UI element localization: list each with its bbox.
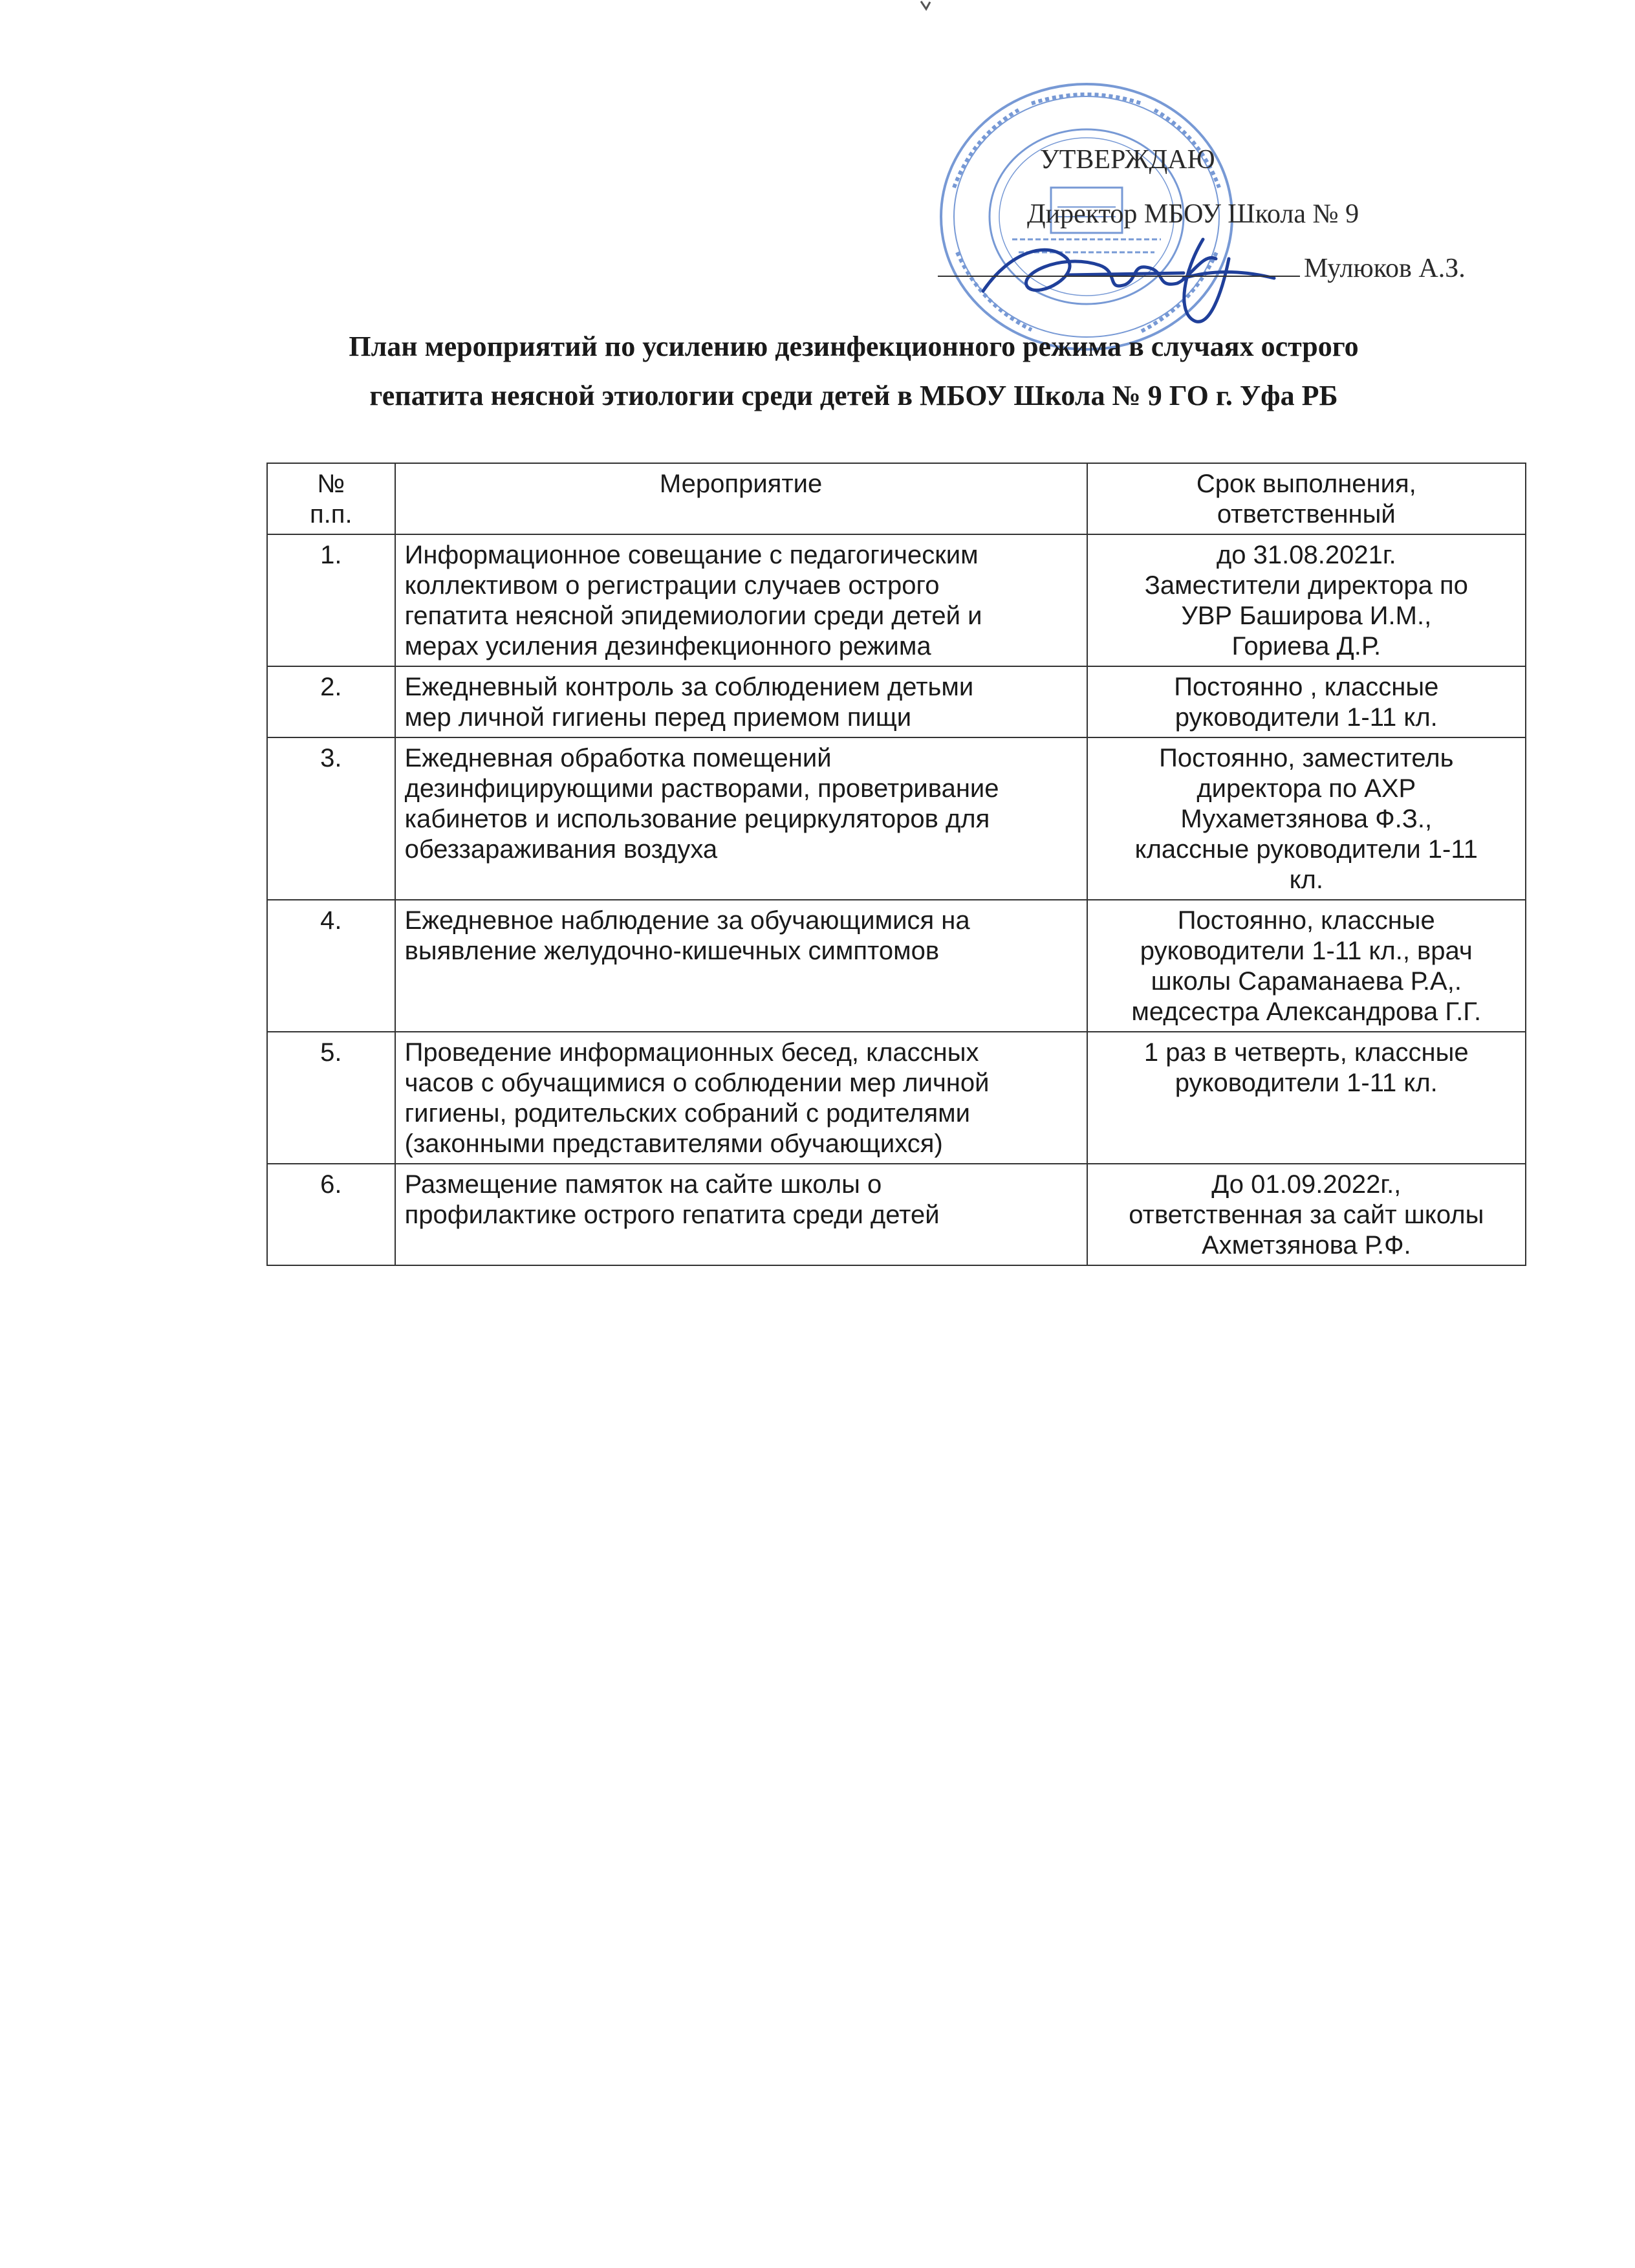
approval-block <box>938 133 1533 296</box>
row-number: 2. <box>267 666 395 737</box>
row-event: Информационное совещание с педагогическим коллективом о регистрации случаев острого гепатита неясной эпидемиологии среди детей и мерах усиления дезинфекционного режима <box>395 534 1087 666</box>
row-event: Размещение памяток на сайте школы о профилактике острого гепатита среди детей <box>395 1164 1087 1265</box>
table-row <box>267 1032 1526 1164</box>
row-event: Проведение информационных бесед, классных часов с обучащимися о соблюдении мер личной гигиены, родительских собраний с родителями (законными представителями обучающихся) <box>395 1032 1087 1164</box>
scan-mark <box>918 0 934 16</box>
row-deadline: Постоянно, классные руководители 1-11 кл., врач школы Сараманаева Р.А,. медсестра Александрова Г.Г. <box>1087 900 1526 1032</box>
row-deadline: До 01.09.2022г., ответственная за сайт школы Ахметзянова Р.Ф. <box>1087 1164 1526 1265</box>
table-row <box>267 534 1526 666</box>
header-deadline: Срок выполнения, ответственный <box>1087 463 1526 534</box>
approval-name: Мулюков А.З. <box>1304 254 1466 283</box>
row-deadline: до 31.08.2021г. Заместители директора по УВР Баширова И.М., Гориева Д.Р. <box>1087 534 1526 666</box>
header-number: № п.п. <box>267 463 395 534</box>
approval-signature-line <box>938 241 1533 296</box>
plan-table <box>266 463 1526 1266</box>
header-event: Мероприятие <box>395 463 1087 534</box>
table-row <box>267 900 1526 1032</box>
row-number: 3. <box>267 737 395 900</box>
signature-underline <box>938 252 1300 277</box>
table-row <box>267 737 1526 900</box>
row-number: 4. <box>267 900 395 1032</box>
row-deadline: Постоянно, заместитель директора по АХР Мухаметзянова Ф.З., классные руководители 1-11 кл. <box>1087 737 1526 900</box>
row-number: 5. <box>267 1032 395 1164</box>
row-event: Ежедневный контроль за соблюдением детьми мер личной гигиены перед приемом пищи <box>395 666 1087 737</box>
row-number: 6. <box>267 1164 395 1265</box>
table-row <box>267 666 1526 737</box>
approval-position: Директор МБОУ Школа № 9 <box>1027 199 1359 229</box>
row-event: Ежедневное наблюдение за обучающимися на выявление желудочно-кишечных симптомов <box>395 900 1087 1032</box>
document-title <box>233 322 1475 420</box>
row-event: Ежедневная обработка помещений дезинфицирующими растворами, проветривание кабинетов и использование рециркуляторов для обеззараживания воздуха <box>395 737 1087 900</box>
title-line-1: План мероприятий по усилению дезинфекционного режима в случаях острого <box>349 331 1359 362</box>
table-header-row <box>267 463 1526 534</box>
row-deadline: 1 раз в четверть, классные руководители 1-11 кл. <box>1087 1032 1526 1164</box>
row-deadline: Постоянно , классные руководители 1-11 кл. <box>1087 666 1526 737</box>
row-number: 1. <box>267 534 395 666</box>
approval-heading: УТВЕРЖДАЮ <box>1040 145 1215 175</box>
table-row <box>267 1164 1526 1265</box>
title-line-2: гепатита неясной этиологии среди детей в МБОУ Школа № 9 ГО г. Уфа РБ <box>369 380 1338 411</box>
